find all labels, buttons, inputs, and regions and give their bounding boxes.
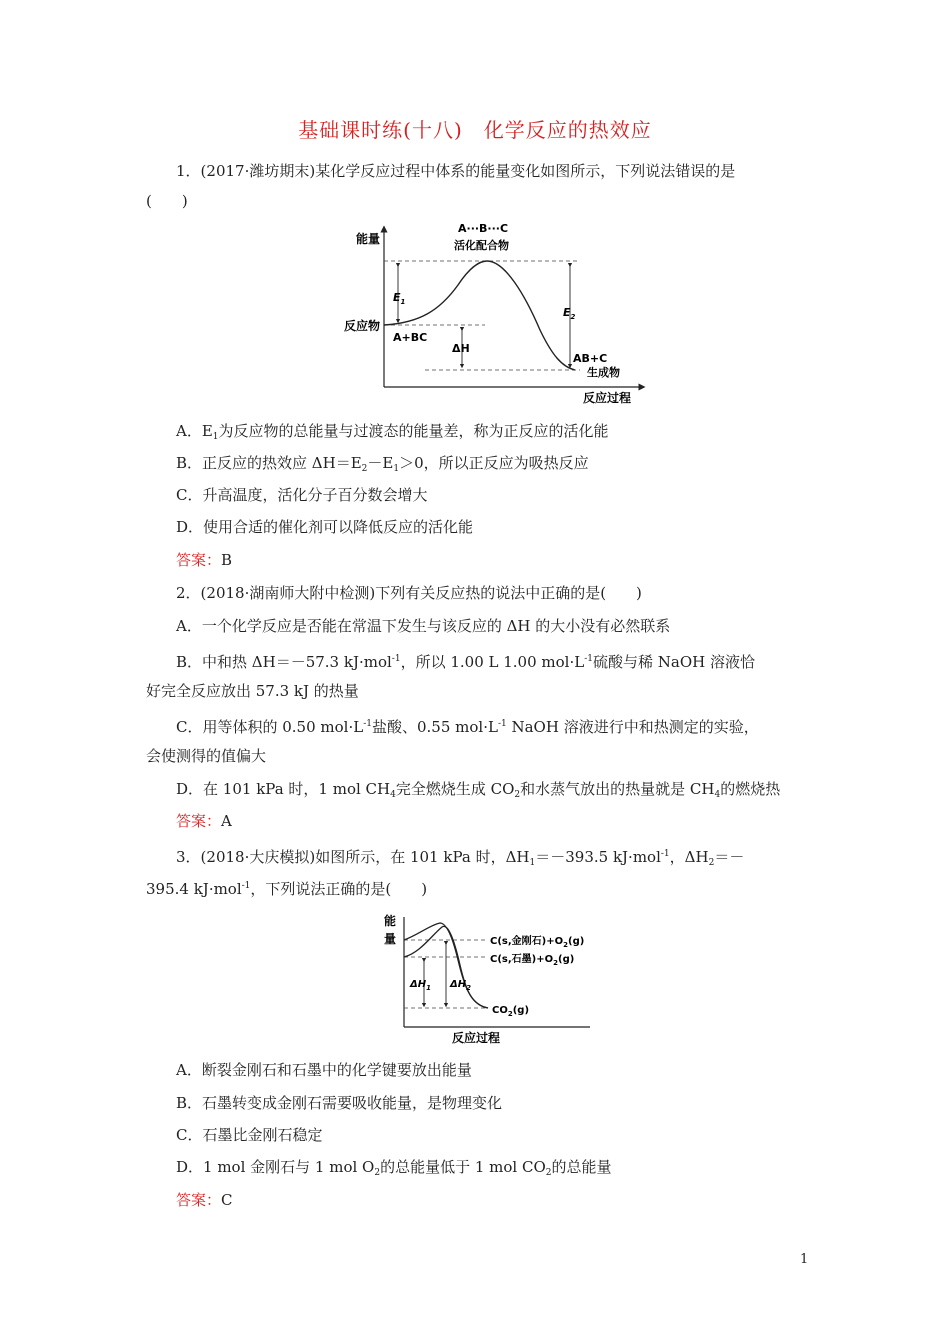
q3-option-a: A．断裂金刚石和石墨中的化学键要放出能量	[176, 1061, 472, 1079]
y-axis-label-1: 能	[384, 914, 397, 928]
e2-label: $E_2$	[563, 306, 576, 321]
q3-option-b: B．石墨转变成金刚石需要吸收能量，是物理变化	[176, 1094, 503, 1112]
y-axis-label-2: 量	[384, 932, 397, 946]
q1-stem: 1．(2017·潍坊期末)某化学反应过程中体系的能量变化如图所示，下列说法错误的是	[176, 162, 736, 180]
q3-energy-diagram	[380, 905, 620, 1045]
dh-label: ΔH	[452, 342, 470, 355]
page-title: 基础课时练(十八) 化学反应的热效应	[298, 118, 652, 142]
q3-stem: 3．(2018·大庆模拟)如图所示，在 101 kPa 时，$\Delta H_1=-393.5$ kJ·mol$^{-1}$，$\Delta H_2=-$	[176, 848, 745, 868]
reactant-formula: A+BC	[393, 331, 428, 344]
transition-formula: A···B···C	[458, 222, 509, 235]
q3-answer: 答案：C	[176, 1191, 233, 1209]
q3-option-c: C．石墨比金刚石稳定	[176, 1126, 323, 1144]
q1-option-a: A．$E_1$为反应物的总能量与过渡态的能量差，称为正反应的活化能	[176, 422, 609, 442]
q3-option-d: D．1 mol 金刚石与 1 mol $O_2$的总能量低于 1 mol $CO_2$的总能量	[176, 1158, 612, 1178]
q2-option-d: D．在 101 kPa 时，1 mol $CH_4$完全燃烧生成 $CO_2$和水蒸气放出的热量就是 $CH_4$的燃烧热	[176, 780, 781, 800]
dh1-label: $\Delta H_1$	[410, 979, 431, 992]
q3-stem-cont: 395.4 kJ·mol$^{-1}$，下列说法正确的是( )	[146, 880, 428, 898]
co2-label: $CO_2(g)$	[492, 1005, 530, 1018]
q2-option-c: C．用等体积的 0.50 $mol\cdot L^{-1}$盐酸、0.55 $mol\cdot L^{-1}$ NaOH 溶液进行中和热测定的实验，	[176, 718, 759, 736]
q2-option-b: B．中和热 ΔH＝－57.3 kJ·mol$^{-1}$，所以 1.00 L 1.00 $mol\cdot L^{-1}$硫酸与稀 NaOH 溶液恰	[176, 653, 755, 671]
q1-answer: 答案：B	[176, 551, 233, 569]
q2-option-a: A．一个化学反应是否能在常温下发生与该反应的 ΔH 的大小没有必然联系	[176, 617, 671, 635]
x-axis-label: 反应过程	[583, 391, 632, 405]
page-number: 1	[800, 1252, 809, 1267]
q2-stem: 2．(2018·湖南师大附中检测)下列有关反应热的说法中正确的是( )	[176, 584, 642, 602]
product-label: 生成物	[587, 366, 620, 379]
q1-stem-bracket: ( )	[146, 192, 188, 210]
q1-option-b: B．正反应的热效应 $\Delta H=E_2-E_1>0$，所以正反应为吸热反应	[176, 454, 589, 474]
q2-option-c-cont: 会使测得的值偏大	[146, 747, 267, 765]
q2-answer: 答案：A	[176, 812, 232, 830]
q1-option-d: D．使用合适的催化剂可以降低反应的活化能	[176, 518, 474, 536]
e1-label: $E_1$	[393, 291, 406, 306]
reactant-label: 反应物	[344, 319, 381, 333]
q1-option-c: C．升高温度，活化分子百分数会增大	[176, 486, 428, 504]
q2-option-b-cont: 好完全反应放出 57.3 kJ 的热量	[146, 682, 359, 700]
q1-energy-diagram	[330, 215, 650, 410]
energy-curve	[384, 261, 575, 370]
dh2-label: $\Delta H_2$	[450, 979, 471, 992]
product-formula: AB+C	[573, 352, 608, 365]
graphite-label: C(s,石墨)$+O_2(g)$	[490, 954, 575, 967]
x-axis-label: 反应过程	[452, 1031, 501, 1045]
diamond-label: C(s,金刚石)$+O_2(g)$	[490, 936, 585, 949]
transition-label: 活化配合物	[454, 239, 509, 252]
y-axis-label: 能量	[356, 232, 381, 246]
